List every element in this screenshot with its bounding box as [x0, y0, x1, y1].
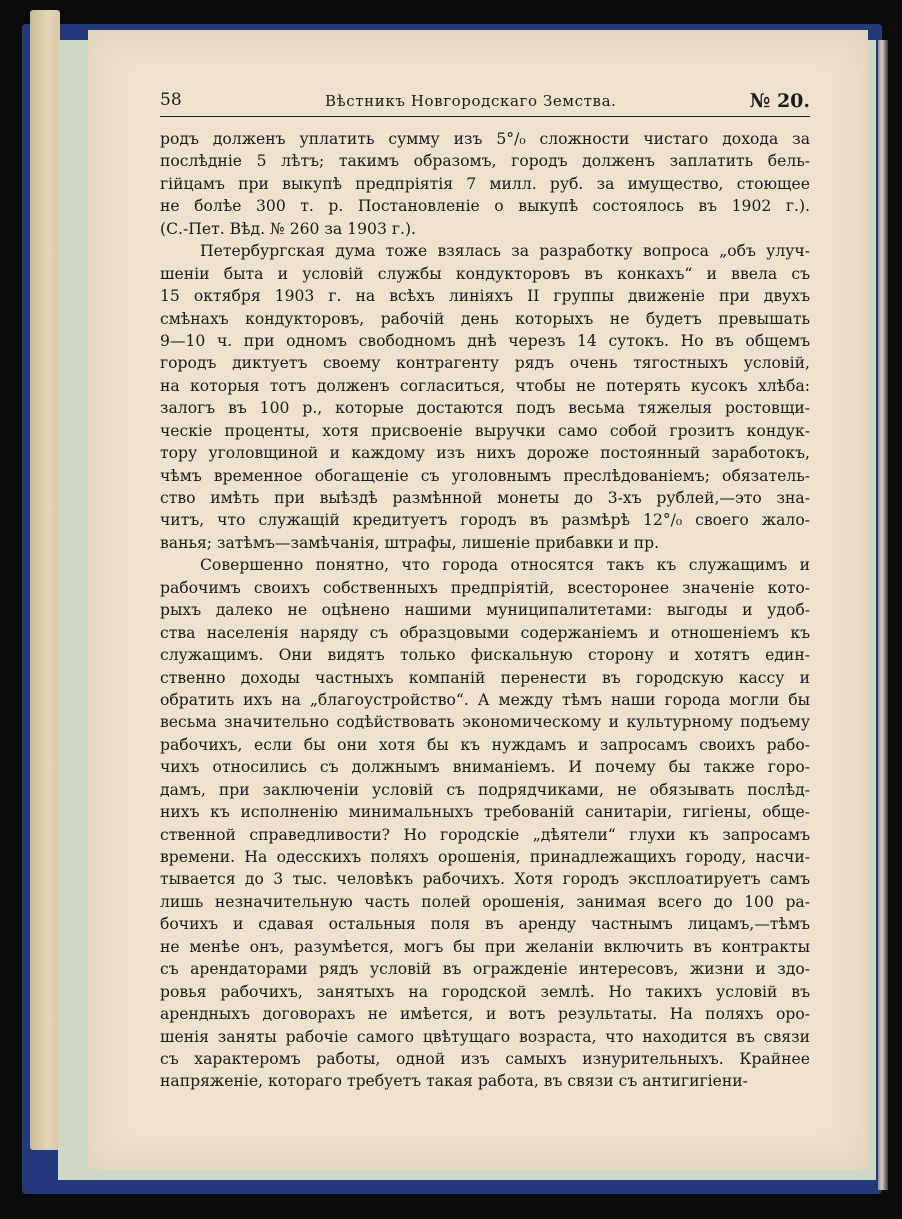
text-line: рабочимъ своихъ собственныхъ предпріятій, всесторонее значеніе кото- [160, 578, 810, 597]
text-line: чѣмъ временное обогащеніе съ уголовнымъ преслѣдованіемъ; обязатель- [160, 466, 810, 485]
page-number: 58 [160, 90, 182, 110]
book-page [88, 30, 868, 1170]
text-line: ванья; затѣмъ—замѣчанія, штрафы, лишеніе прибавки и пр. [160, 533, 660, 552]
text-line: гійцамъ при выкупѣ предпріятія 7 милл. руб. за имущество, стоющее [160, 174, 810, 193]
text-line: времени. На одесскихъ поляхъ орошенія, принадлежащихъ городу, насчи- [160, 848, 810, 866]
text-line: шенія заняты рабочіе самого цвѣтущаго возраста, что находится въ связи [160, 1027, 810, 1046]
text-line: 9—10 ч. при одномъ свободномъ днѣ черезъ 14 сутокъ. Но въ общемъ [160, 331, 810, 350]
text-line: ческіе проценты, хотя присвоеніе выручки само собой грозитъ кондук- [160, 421, 810, 440]
paragraph [160, 240, 810, 554]
text-line: ственно доходы частныхъ компаній перенести въ городскую кассу и [160, 668, 810, 687]
page-stack-edge [30, 10, 60, 1150]
text-line: ство имѣть при выѣздѣ размѣнной монеты до 3-хъ рублей,—это зна- [160, 489, 810, 507]
text-line: Петербургская дума тоже взялась за разработку вопроса „объ улуч- [200, 242, 810, 261]
body-text [160, 128, 810, 1093]
journal-title: Вѣстникъ Новгородскаго Земства. [325, 92, 617, 110]
running-header [160, 86, 810, 117]
text-line: весьма значительно содѣйствовать экономическому и культурному подъему [160, 713, 810, 732]
text-line: ственной справедливости? Но городскіе „дѣятели“ глухи къ запросамъ [160, 825, 810, 844]
text-line: шеніи быта и условій службы кондукторовъ въ конкахъ“ и ввела съ [160, 264, 810, 283]
text-line: ровья рабочихъ, занятыхъ на городской землѣ. Но такихъ условій въ [160, 982, 810, 1001]
text-line: рыхъ далеко не оцѣнено нашими муниципалитетами: выгоды и удоб- [160, 601, 810, 620]
text-line: чихъ относились съ должнымъ вниманіемъ. И почему бы также горо- [160, 758, 810, 777]
text-line: не менѣе онъ, разумѣется, могъ бы при желаніи включить въ контракты [160, 937, 810, 956]
text-line: залогъ въ 100 р., которые достаются подъ весьма тяжелыя ростовщи- [160, 399, 810, 418]
text-line: тывается до 3 тыс. человѣкъ рабочихъ. Хотя городъ эксплоатируетъ самъ [160, 870, 810, 889]
text-line: служащимъ. Они видятъ только фискальную сторону и хотятъ един- [160, 646, 810, 665]
text-line: нихъ къ исполненію минимальныхъ требованій санитаріи, гигіены, обще- [160, 803, 810, 822]
text-line: смѣнахъ кондукторовъ, рабочій день которыхъ не будетъ превышать [160, 309, 810, 328]
text-line: послѣдніе 5 лѣтъ; такимъ образомъ, городъ долженъ заплатить бель- [160, 152, 810, 171]
text-line: напряженіе, котораго требуетъ такая работа, въ связи съ антигигіени- [160, 1072, 748, 1091]
text-line: ства населенія наряду съ образцовыми содержаніемъ и отношеніемъ къ [160, 623, 810, 642]
text-line: рабочихъ, если бы они хотя бы къ нуждамъ и запросамъ своихъ рабо- [160, 735, 810, 754]
text-line: (С.-Пет. Вѣд. № 260 за 1903 г.). [160, 219, 416, 238]
paragraph [160, 554, 810, 1093]
text-line: съ арендаторами рядъ условій въ огражденіе интересовъ, жизни и здо- [160, 960, 810, 979]
text-line: родъ долженъ уплатить сумму изъ 5°/₀ сложности чистаго дохода за [160, 130, 810, 148]
text-line: тору уголовщиной и каждому изъ нихъ дороже постоянный заработокъ, [160, 444, 810, 463]
text-line: читъ, что служащій кредитуетъ городъ въ размѣрѣ 12°/₀ своего жало- [160, 511, 810, 530]
text-line: съ характеромъ работы, одной изъ самыхъ изнурительныхъ. Крайнее [160, 1049, 810, 1068]
text-line: 15 октября 1903 г. на всѣхъ линіяхъ II группы движеніе при двухъ [160, 287, 810, 306]
text-line: арендныхъ договорахъ не имѣется, и вотъ результаты. На поляхъ оро- [160, 1005, 810, 1024]
text-line: лишь незначительную часть полей орошенія, занимая всего до 100 ра- [160, 892, 810, 911]
text-line: городъ диктуетъ своему контрагенту рядъ очень тягостныхъ условій, [160, 354, 810, 373]
right-fold-edge [878, 40, 888, 1190]
text-line: Совершенно понятно, что города относятся такъ къ служащимъ и [200, 556, 810, 575]
text-line: дамъ, при заключеніи условій съ подрядчиками, не обязывать послѣд- [160, 780, 810, 799]
text-line: не болѣе 300 т. р. Постановленіе о выкупѣ состоялось въ 1902 г.). [160, 197, 810, 216]
text-line: на которыя тотъ долженъ согласиться, чтобы не потерять кусокъ хлѣба: [160, 376, 810, 395]
text-line: обратить ихъ на „благоустройство“. А между тѣмъ наши города могли бы [160, 690, 810, 709]
text-line: бочихъ и сдавая остальныя поля въ аренду частнымъ лицамъ,—тѣмъ [160, 915, 810, 934]
issue-number: № 20. [749, 90, 810, 112]
paragraph [160, 128, 810, 240]
